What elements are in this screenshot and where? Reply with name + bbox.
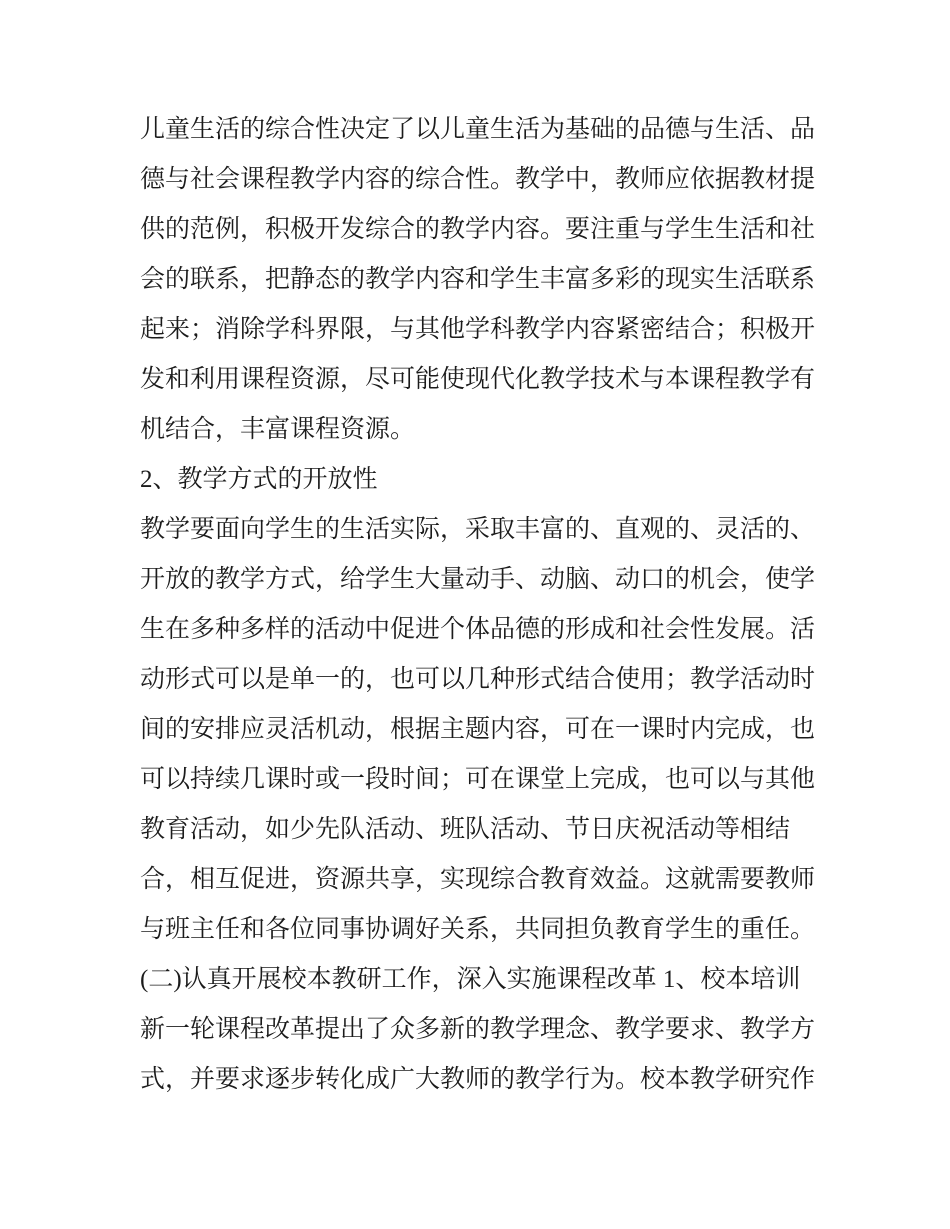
text-line: 教育活动，如少先队活动、班队活动、节日庆祝活动等相结: [140, 816, 791, 843]
text-line: 教学要面向学生的生活实际，采取丰富的、直观的、灵活的、: [140, 516, 816, 543]
text-line: 新一轮课程改革提出了众多新的教学理念、教学要求、教学方: [140, 1016, 816, 1043]
text-line: 与班主任和各位同事协调好关系，共同担负教育学生的重任。: [140, 916, 816, 943]
text-line: 间的安排应灵活机动，根据主题内容，可在一课时内完成，也: [140, 716, 816, 743]
text-line: 合，相互促进，资源共享，实现综合教育效益。这就需要教师: [140, 866, 816, 893]
text-line: 开放的教学方式，给学生大量动手、动脑、动口的机会，使学: [140, 566, 816, 593]
text-line: (二)认真开展校本教研工作，深入实施课程改革 1、校本培训: [140, 966, 801, 993]
text-line: 2、教学方式的开放性: [140, 466, 378, 493]
text-block: [140, 105, 830, 1105]
text-line: 动形式可以是单一的，也可以几种形式结合使用；教学活动时: [140, 666, 816, 693]
text-line: 式，并要求逐步转化成广大教师的教学行为。校本教学研究作: [140, 1066, 816, 1093]
text-line: 生在多种多样的活动中促进个体品德的形成和社会性发展。活: [140, 616, 816, 643]
text-line: 可以持续几课时或一段时间；可在课堂上完成，也可以与其他: [140, 766, 816, 793]
text-line: 起来；消除学科界限，与其他学科教学内容紧密结合；积极开: [140, 316, 816, 343]
text-line: 儿童生活的综合性决定了以儿童生活为基础的品德与生活、品: [140, 116, 816, 143]
text-line: 德与社会课程教学内容的综合性。教学中，教师应依据教材提: [140, 166, 816, 193]
text-line: 供的范例，积极开发综合的教学内容。要注重与学生生活和社: [140, 216, 816, 243]
text-line: 会的联系，把静态的教学内容和学生丰富多彩的现实生活联系: [140, 266, 816, 293]
text-line: 机结合，丰富课程资源。: [140, 416, 416, 443]
text-line: 发和利用课程资源，尽可能使现代化教学技术与本课程教学有: [140, 366, 816, 393]
